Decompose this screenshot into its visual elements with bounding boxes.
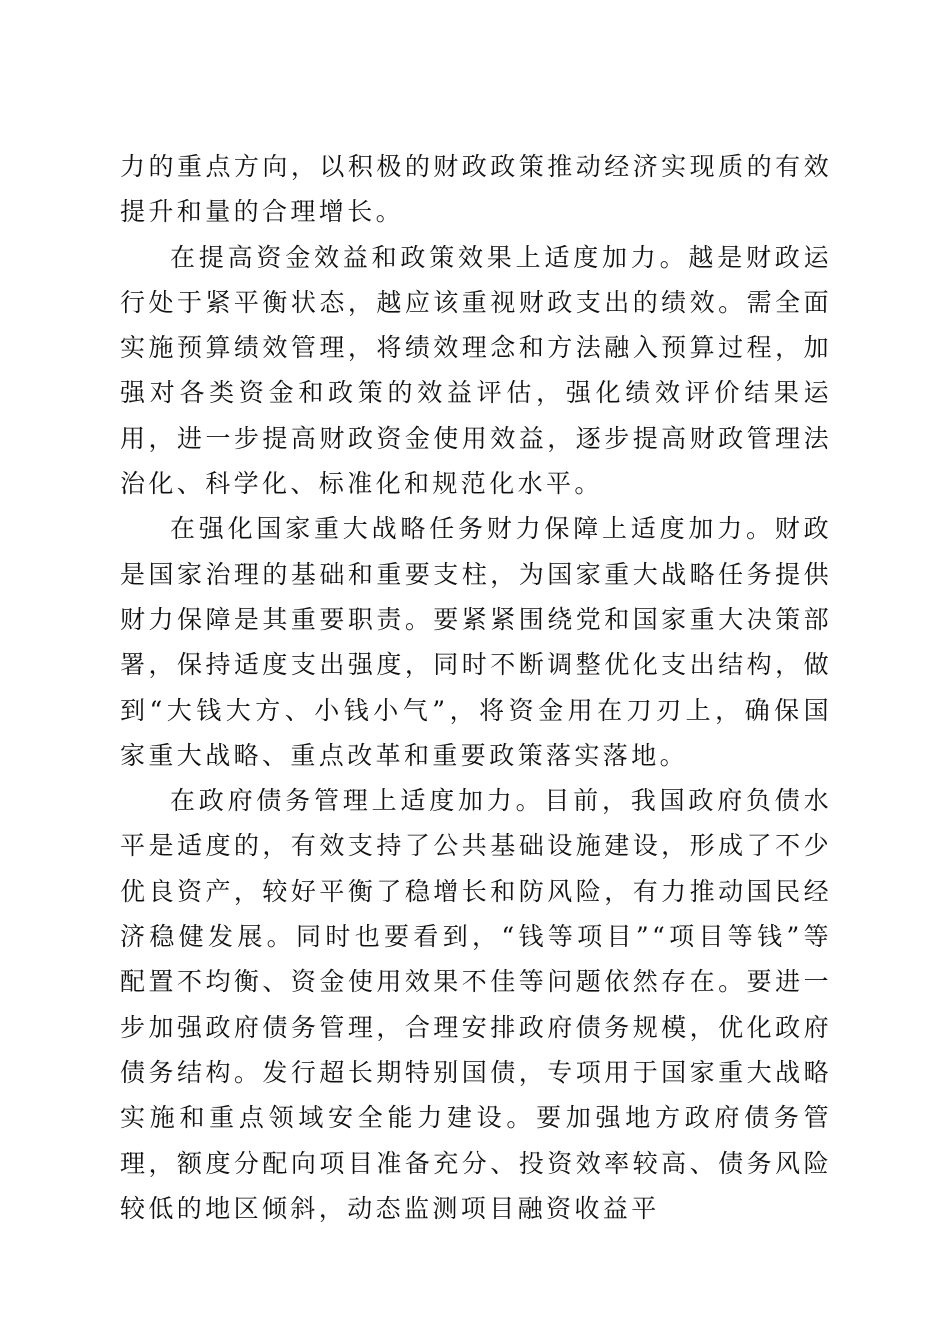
paragraph-government-debt: 在政府债务管理上适度加力。目前，我国政府负债水平是适度的，有效支持了公共基础设施建设，形成了不少优良资产，较好平衡了稳增长和防风险，有力推动国民经济稳健发展。同时也要看到，“钱等项目”“项目等钱”等配置不均衡、资金使用效果不佳等问题依然存在。要进一步加强政府债务管理，合理安排政府债务规模，优化政府债务结构。发行超长期特别国债，专项用于国家重大战略实施和重点领域安全能力建设。要加强地方政府债务管理，额度分配向项目准备充分、投资效率较高、债务风险较低的地区倾斜，动态监测项目融资收益平	[120, 786, 832, 1223]
paragraph-strategic-tasks: 在强化国家重大战略任务财力保障上适度加力。财政是国家治理的基础和重要支柱，为国家重大战略任务提供财力保障是其重要职责。要紧紧围绕党和国家重大决策部署，保持适度支出强度，同时不断调整优化支出结构，做到“大钱大方、小钱小气”，将资金用在刀刃上，确保国家重大战略、重点改革和重要政策落实落地。	[120, 514, 832, 770]
paragraph-fund-efficiency: 在提高资金效益和政策效果上适度加力。越是财政运行处于紧平衡状态，越应该重视财政支出的绩效。需全面实施预算绩效管理，将绩效理念和方法融入预算过程，加强对各类资金和政策的效益评估，强化绩效评价结果运用，进一步提高财政资金使用效益，逐步提高财政管理法治化、科学化、标准化和规范化水平。	[120, 242, 832, 499]
document-body	[120, 144, 832, 1231]
paragraph-continuation: 力的重点方向，以积极的财政政策推动经济实现质的有效提升和量的合理增长。	[120, 152, 832, 227]
